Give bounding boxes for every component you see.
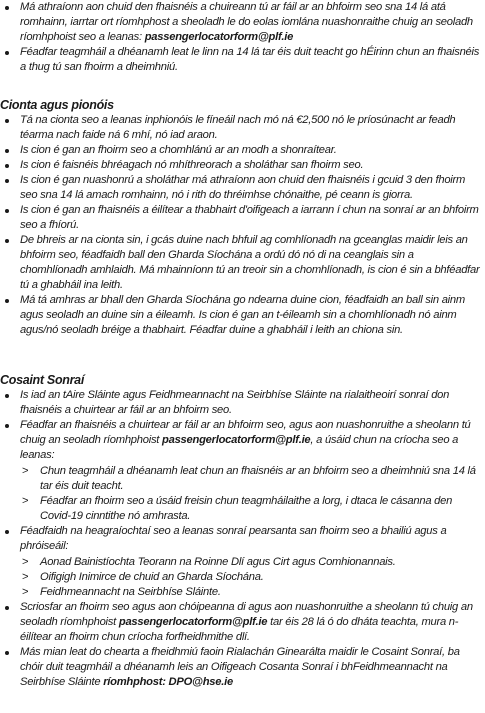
email-link: passengerlocatorform@plf.ie: [162, 434, 311, 446]
list-item: De bhreis ar na cionta sin, i gcás duine nach bhfuil ag comhlíonadh na gceanglas maidir leis an bhfoirm seo, féadfaidh ball den Gharda Síochána a ordú dó nó di na ceanglais sin a chomhlíonadh amhlaidh. Má mhainníonn tú an treoir sin a chomhlíonadh, is cion é sin a bhféadfar tú a ghabháil ina leith.: [0, 233, 485, 293]
dpo-email: ríomhphost: DPO@hse.ie: [103, 676, 233, 688]
email-link: passengerlocatorform@plf.ie: [118, 616, 268, 628]
list-item: Is cion é gan nuashonrú a sholáthar má athraíonn aon chuid den fhaisnéis i gcuid 3 den fhoirm seo sna 14 lá amach romhainn, nó i rith do thréimhse chónaithe, pé ceann is giorra.: [0, 173, 485, 203]
list-item: Scriosfar an fhoirm seo agus aon chóipeanna di agus aon nuashonruithe a sheolann tú chuig an seoladh ríomhphoist passengerlocatorform@plf.ie tar éis 28 lá ó do dháta teachta, mura n-éilítear an fhoirm chun críocha forfheidhmithe dlí.: [0, 600, 485, 645]
list-item: Is cion é gan an fhoirm seo a chomhlánú ar an modh a shonraítear.: [0, 143, 485, 158]
sub-list-item: > Feidhmeannacht na Seirbhíse Sláinte.: [20, 585, 481, 600]
list-item: Má tá amhras ar bhall den Gharda Síochána go ndearna duine cion, féadfaidh an ball sin ainm agus seoladh an duine sin a éileamh. Is cion é gan an t-éileamh sin a chomhlíonadh nó ainm agus/nó seoladh bréige a thabhairt. Féadfar duine a ghabháil i leith an chiona sin.: [0, 293, 485, 338]
list-item: Má athraíonn aon chuid den fhaisnéis a chuireann tú ar fáil ar an bhfoirm seo sna 14 lá atá romhainn, iarrtar ort ríomhphost a sheoladh le do eolas iomlána nuashonraithe chuig an seoladh ríomhphoist seo a leanas: passengerlocatorform@plf.ie: [0, 0, 485, 45]
section-heading: Cosaint Sonraí: [0, 373, 85, 387]
section-heading: Cionta agus pionóis: [0, 98, 114, 112]
list-item: Is cion é faisnéis bhréagach nó mhíthreorach a sholáthar san fhoirm seo.: [0, 158, 485, 173]
list-item: Is cion é gan an fhaisnéis a éilítear a thabhairt d'oifigeach a iarrann í chun na sonraí ar an bhfoirm seo a fhíorú.: [0, 203, 485, 233]
list-item: Féadfar an fhaisnéis a chuirtear ar fáil ar an bhfoirm seo, agus aon nuashonruithe a sheolann tú chuig an seoladh ríomhphoist passengerlocatorform@plf.ie, a úsáid chun na críocha seo a leanas: > Chun teagmháil a dhéanamh leat chun an fhaisnéis ar an bhfoirm seo a dheimhniú sna 14 lá tar éis duit teacht. > Féadfar an fhoirm seo a úsáid freisin chun teagmháilaithe a lorg, i dtaca le cásanna den Covid-19 cinntithe nó amhrasta.: [0, 418, 485, 524]
list-item: Tá na cionta seo a leanas inphionóis le fíneáil nach mó ná €2,500 nó le príosúnacht ar feadh téarma nach faide ná 6 mhí, nó iad araon.: [0, 113, 485, 143]
list-item: Féadfaidh na heagraíochtaí seo a leanas sonraí pearsanta san fhoirm seo a bhailiú agus a phróiseáil: > Aonad Bainistíochta Teorann na Roinne Dlí agus Cirt agus Comhionannais. > Oifigigh Inimirce de chuid an Gharda Síochána. > Feidhmeannacht na Seirbhíse Sláinte.: [0, 524, 485, 600]
email-link: passengerlocatorform@plf.ie: [144, 31, 294, 43]
sub-list-item: > Aonad Bainistíochta Teorann na Roinne Dlí agus Cirt agus Comhionannais.: [20, 555, 481, 570]
section-update-info: [0, 0, 485, 75]
section-data-protection: [0, 372, 485, 690]
sub-list-item: > Oifigigh Inimirce de chuid an Gharda Síochána.: [20, 570, 481, 585]
list-item: Féadfar teagmháil a dhéanamh leat le linn na 14 lá tar éis duit teacht go hÉirinn chun an fhaisnéis a thug tú san fhoirm a dheimhniú.: [0, 45, 485, 75]
sub-list-item: > Féadfar an fhoirm seo a úsáid freisin chun teagmháilaithe a lorg, i dtaca le cásanna den Covid-19 cinntithe nó amhrasta.: [20, 494, 481, 524]
list-item: Is iad an tAire Sláinte agus Feidhmeannacht na Seirbhíse Sláinte na rialaitheoirí sonraí don fhaisnéis a chuirtear ar fáil ar an bhfoirm seo.: [0, 388, 485, 418]
sub-list-item: > Chun teagmháil a dhéanamh leat chun an fhaisnéis ar an bhfoirm seo a dheimhniú sna 14 lá tar éis duit teacht.: [20, 464, 481, 494]
list-item: Más mian leat do chearta a fheidhmiú faoin Rialachán Ginearálta maidir le Cosaint Sonraí, ba chóir duit teagmháil a dhéanamh leis an Oifigeach Cosanta Sonraí i bhFeidhmeannacht na Seirbhíse Sláinte ríomhphost: DPO@hse.ie: [0, 645, 485, 690]
section-offences-penalties: [0, 97, 485, 338]
